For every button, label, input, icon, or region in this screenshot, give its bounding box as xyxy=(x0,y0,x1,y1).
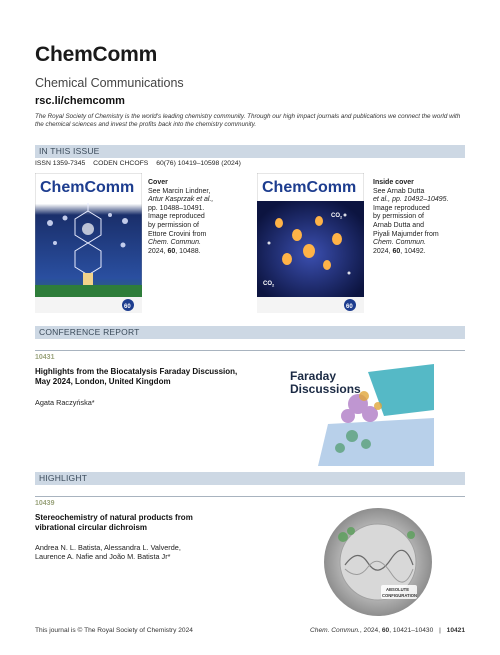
journal-title: ChemComm xyxy=(35,43,158,66)
caption-line xyxy=(373,239,465,248)
footer-separator: | xyxy=(439,627,441,634)
caption-line: pp. 10488–10491. xyxy=(148,204,205,212)
authors-line: Laurence A. Nafie and João M. Batista Jr* xyxy=(35,552,171,562)
cover-anniversary-badge: 60 xyxy=(124,304,131,310)
caption-line: Image reproduced xyxy=(373,204,430,212)
in-this-issue-band xyxy=(35,145,465,158)
co2-label xyxy=(331,213,343,220)
issue-meta xyxy=(35,160,247,167)
caption-year: 2024, xyxy=(373,247,391,255)
co2-label xyxy=(263,281,275,288)
caption-line: See Marcin Lindner, xyxy=(148,187,211,195)
abs-config-line1: ABSOLUTE xyxy=(386,587,410,592)
caption-line: by permission of xyxy=(373,213,424,221)
cover-caption-title: Inside cover xyxy=(373,179,414,186)
caption-page: , 10488. xyxy=(175,247,201,255)
caption-line: Image reproduced xyxy=(148,213,205,221)
footer-journal: Chem. Commun. xyxy=(310,627,360,634)
caption-year: 2024, xyxy=(148,247,166,255)
highlight-page-number: 10439 xyxy=(35,500,55,507)
issn: ISSN 1359-7345 xyxy=(35,160,86,167)
caption-journal: Chem. Commun. xyxy=(373,239,426,247)
co2-subscript: 2 xyxy=(272,282,275,288)
caption-line: by permission of xyxy=(148,221,199,229)
caption-citation xyxy=(373,248,465,257)
cover-caption-title: Cover xyxy=(148,179,168,186)
section-rule xyxy=(35,350,465,351)
conference-authors: Agata Raczyńska* xyxy=(35,398,95,407)
faraday-line1: Faraday xyxy=(290,369,337,383)
caption-line xyxy=(373,196,465,205)
caption-journal: Chem. Commun. xyxy=(148,239,201,247)
cover-anniversary-badge: 60 xyxy=(346,304,353,310)
faraday-line2: Discussions xyxy=(290,382,361,396)
caption-line: Arnab Dutta and xyxy=(373,221,424,229)
caption-citation xyxy=(148,248,223,257)
conference-page-number: 10431 xyxy=(35,354,55,361)
caption-authors: et al., pp. 10492–10495. xyxy=(373,196,449,204)
band-label: IN THIS ISSUE xyxy=(39,146,100,156)
caption-page: , 10492. xyxy=(400,247,426,255)
volume-info: 60(76) 10419–10598 (2024) xyxy=(156,160,241,167)
journal-subtitle: Chemical Communications xyxy=(35,76,184,90)
coden: CODEN CHCOFS xyxy=(93,160,149,167)
caption-authors: Artur Kasprzak et al., xyxy=(148,196,214,204)
abs-config-line2: CONFIGURATION xyxy=(382,593,418,598)
authors-line: Andrea N. L. Batista, Alessandra L. Valverde, xyxy=(35,543,181,552)
caption-volume: 60 xyxy=(392,247,401,255)
footer-citation xyxy=(310,627,465,634)
conference-graphic xyxy=(288,364,434,466)
footer-page-number: 10421 xyxy=(446,627,465,634)
title-line: May 2024, London, United Kingdom xyxy=(35,377,171,386)
conference-report-band xyxy=(35,326,465,339)
highlight-graphic xyxy=(323,507,433,617)
caption-line: Piyali Majumder from xyxy=(373,230,439,238)
caption-line xyxy=(148,239,223,248)
inside-cover-caption xyxy=(373,179,465,256)
title-line: vibrational circular dichroism xyxy=(35,523,148,532)
caption-line: Ettore Crovini from xyxy=(148,230,207,238)
highlight-authors xyxy=(35,543,181,562)
highlight-article-title[interactable] xyxy=(35,513,193,533)
footer-volume: 60 xyxy=(381,627,390,634)
co2-subscript: 2 xyxy=(340,214,343,220)
conference-article-title[interactable] xyxy=(35,367,237,387)
co2-text: CO xyxy=(263,281,272,287)
caption-volume: 60 xyxy=(167,247,176,255)
section-rule xyxy=(35,496,465,497)
highlight-band xyxy=(35,472,465,485)
footer-year: , 2024, xyxy=(359,627,382,634)
band-label: HIGHLIGHT xyxy=(39,473,88,483)
footer-copyright: This journal is © The Royal Society of Chemistry 2024 xyxy=(35,627,193,634)
inside-cover-image[interactable] xyxy=(257,173,364,313)
co2-text: CO xyxy=(331,213,340,219)
cover-logo: ChemComm xyxy=(40,179,135,196)
front-cover-image[interactable] xyxy=(35,173,142,313)
caption-line xyxy=(148,196,223,205)
caption-line: See Arnab Dutta xyxy=(373,187,425,195)
journal-url-link[interactable]: rsc.li/chemcomm xyxy=(35,95,125,107)
band-label: CONFERENCE REPORT xyxy=(39,327,140,337)
title-line: Highlights from the Biocatalysis Faraday Discussion, xyxy=(35,367,238,376)
footer-pages: , 10421–10430 xyxy=(389,627,434,634)
rsc-blurb: The Royal Society of Chemistry is the world's leading chemistry community. Through our high impact journals and publications we connect the world with the chemical sciences and invest the profits back into the chemistry community. xyxy=(35,113,461,129)
cover-logo: ChemComm xyxy=(262,179,357,196)
title-line: Stereochemistry of natural products from xyxy=(35,513,193,522)
front-cover-caption xyxy=(148,179,223,256)
